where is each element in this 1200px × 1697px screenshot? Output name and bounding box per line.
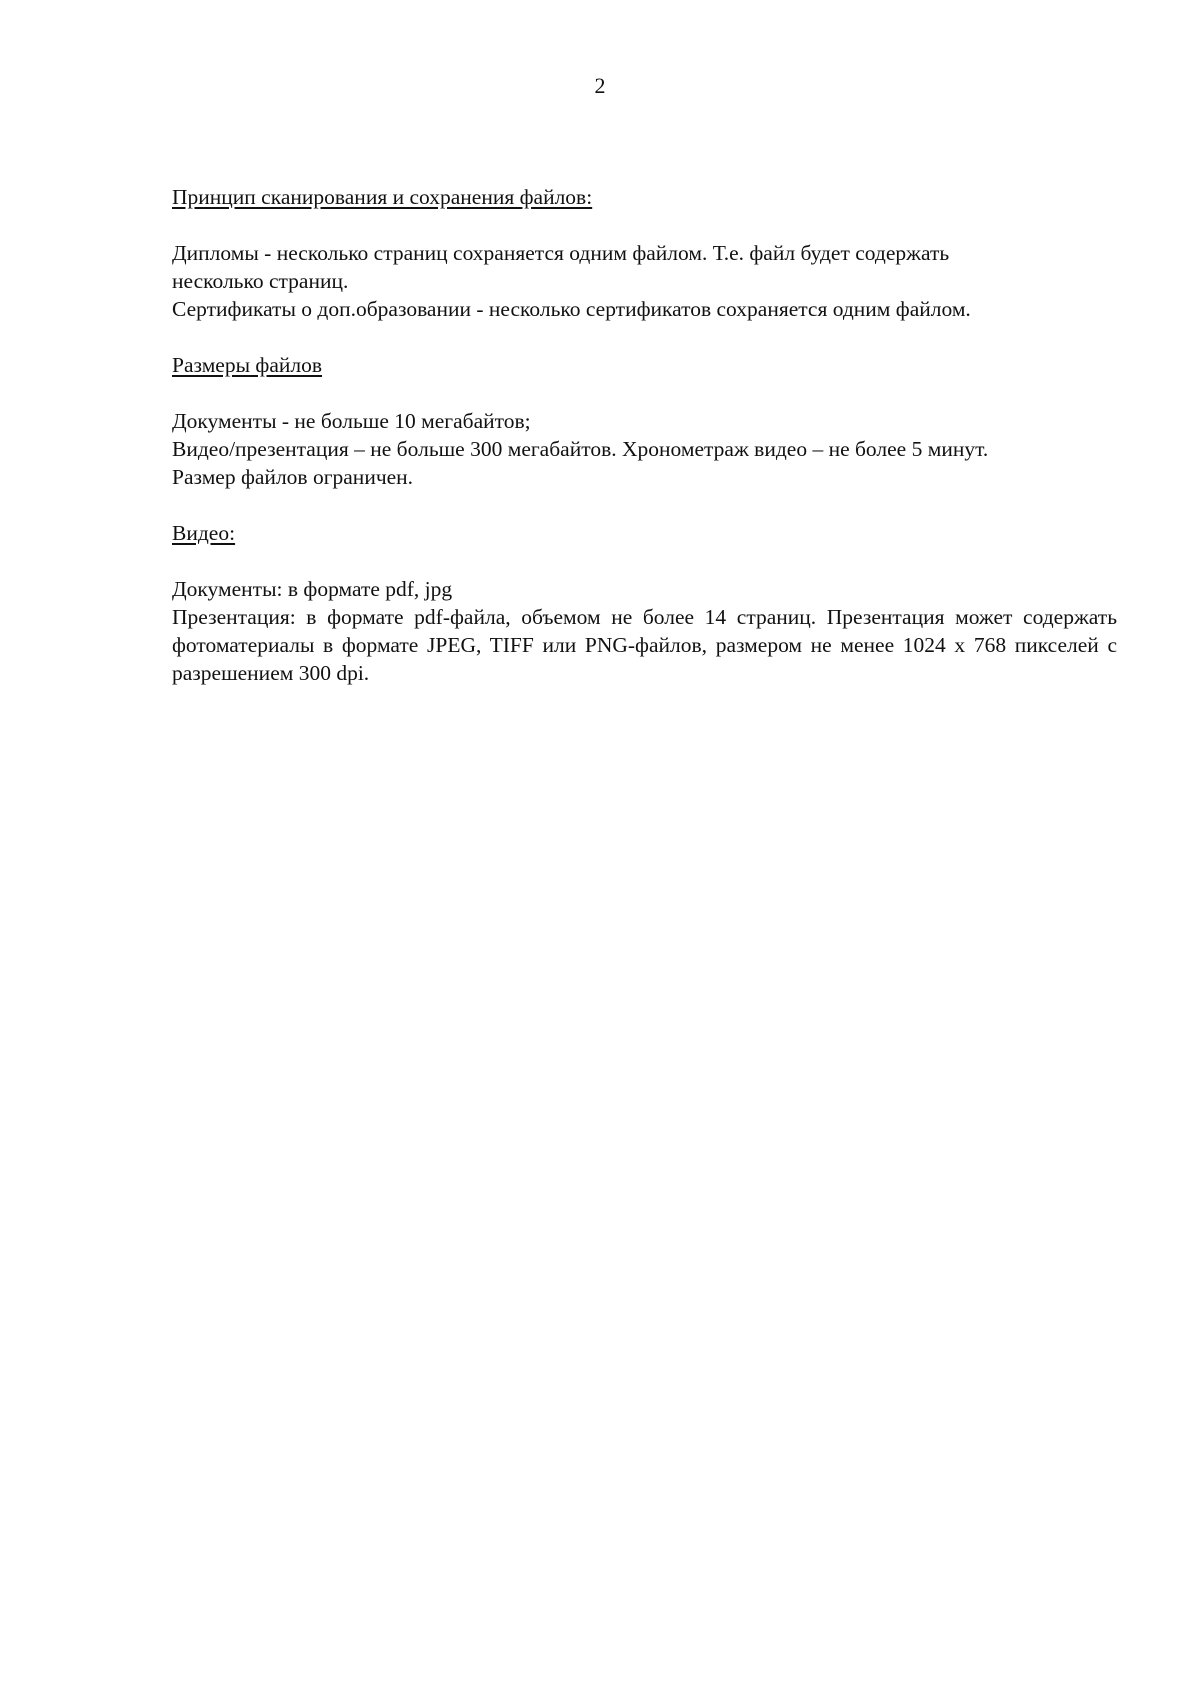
section-scanning — [172, 183, 1117, 323]
size-limit-text: Размер файлов ограничен. — [172, 465, 414, 489]
certificates-text: Сертификаты о доп.образовании - несколько сертификатов сохраняется одним файлом. — [172, 297, 971, 321]
documents-size-text: Документы - не больше 10 мегабайтов; — [172, 409, 531, 433]
documents-format-text: Документы: в формате pdf, jpg — [172, 577, 453, 601]
video-size-text: Видео/презентация – не больше 300 мегабайтов. Хронометраж видео – не более 5 минут. — [172, 437, 989, 461]
section-heading-sizes: Размеры файлов — [172, 353, 323, 377]
page-number: 2 — [594, 73, 606, 98]
diplomas-text: Дипломы - несколько страниц сохраняется одним файлом. Т.е. файл будет содержать несколько страниц. — [172, 241, 950, 293]
document-body — [172, 183, 1117, 687]
section-video — [172, 519, 1117, 687]
section-heading-scanning: Принцип сканирования и сохранения файлов: — [172, 185, 593, 209]
section-heading-video: Видео: — [172, 521, 236, 545]
section-sizes — [172, 351, 1117, 491]
presentation-format-text: Презентация: в формате pdf-файла, объемом не более 14 страниц. Презентация может содержать фотоматериалы в формате JPEG, TIFF или PNG-файлов, размером не менее 1024 х 768 пикселей с разрешением 300 dpi. — [172, 605, 1117, 685]
